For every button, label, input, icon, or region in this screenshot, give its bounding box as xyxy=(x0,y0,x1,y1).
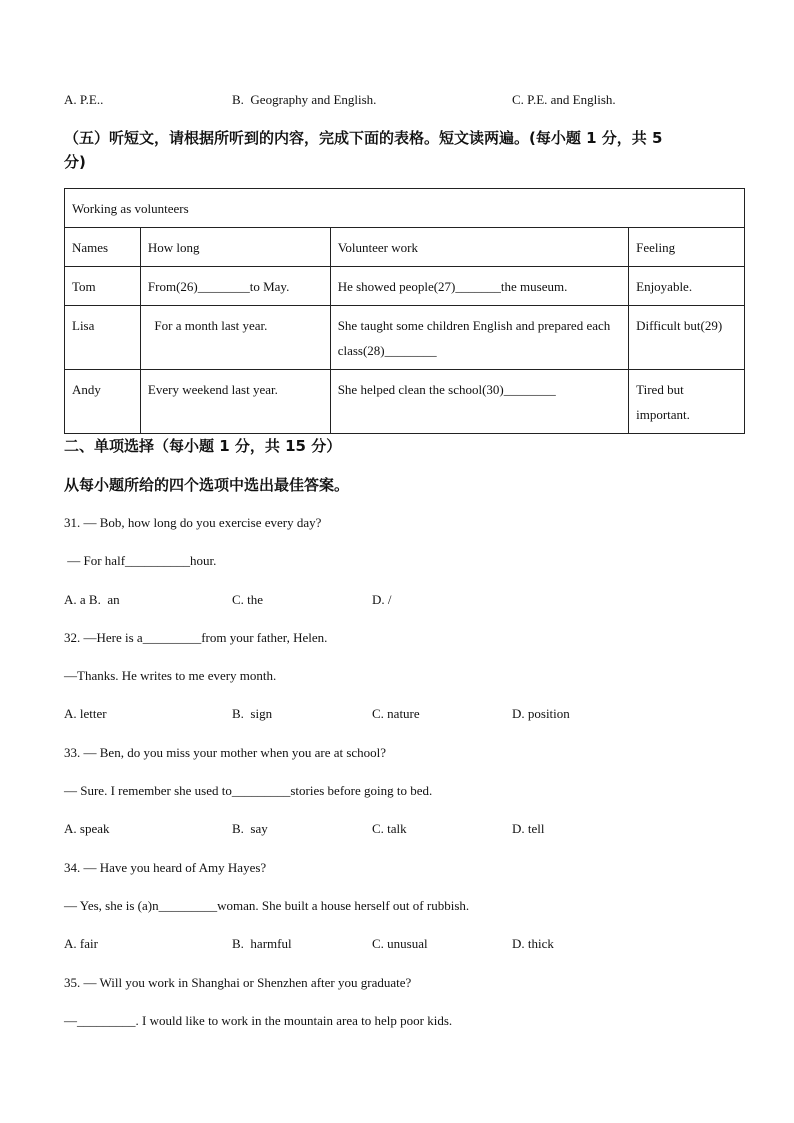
q34-answer: — Yes, she is (a)n_________woman. She built a house herself out of rubbish. xyxy=(64,898,470,913)
table-title: Working as volunteers xyxy=(65,189,745,228)
q32-option-d: D. position xyxy=(512,706,570,721)
q34-option-a: A. fair xyxy=(64,936,98,951)
cell-name: Tom xyxy=(65,267,141,306)
q32-option-a: A. letter xyxy=(64,706,107,721)
q33-option-a: A. speak xyxy=(64,821,110,836)
q30-option-c: C. P.E. and English. xyxy=(512,92,616,107)
q34-question: 34. — Have you heard of Amy Hayes? xyxy=(64,860,267,875)
q33-option-b: B. say xyxy=(232,821,268,836)
cell-feeling: Tired but important. xyxy=(629,370,745,434)
q30-option-b: B. Geography and English. xyxy=(232,92,377,107)
q33-answer: — Sure. I remember she used to_________stories before going to bed. xyxy=(64,783,433,798)
q34-option-d: D. thick xyxy=(512,936,554,951)
q34-option-b: B. harmful xyxy=(232,936,292,951)
q31-question: 31. — Bob, how long do you exercise every day? xyxy=(64,515,322,530)
q32-answer: —Thanks. He writes to me every month. xyxy=(64,668,277,683)
part2-heading: 二、单项选择（每小题 1 分，共 15 分） xyxy=(64,437,342,455)
part2-instruction: 从每小题所给的四个选项中选出最佳答案。 xyxy=(64,476,350,494)
section5-heading-line1: （五）听短文，请根据所听到的内容，完成下面的表格。短文读两遍。(每小题 1 分，共 5 xyxy=(64,129,663,147)
q32-option-c: C. nature xyxy=(372,706,420,721)
header-how-long: How long xyxy=(140,228,330,267)
q35-answer: —_________. I would like to work in the mountain area to help poor kids. xyxy=(64,1013,453,1028)
q31-option-c: C. the xyxy=(232,592,264,607)
table-row xyxy=(65,267,745,306)
cell-volunteer-work: She taught some children English and prepared each class(28)________ xyxy=(330,306,628,370)
header-volunteer-work: Volunteer work xyxy=(330,228,628,267)
table-header-row xyxy=(65,228,745,267)
cell-how-long: From(26)________to May. xyxy=(140,267,330,306)
cell-volunteer-work: He showed people(27)_______the museum. xyxy=(330,267,628,306)
q34-option-c: C. unusual xyxy=(372,936,428,951)
cell-volunteer-work: She helped clean the school(30)________ xyxy=(330,370,628,434)
q33-option-c: C. talk xyxy=(372,821,407,836)
q32-option-b: B. sign xyxy=(232,706,273,721)
header-names: Names xyxy=(65,228,141,267)
cell-name: Andy xyxy=(65,370,141,434)
cell-how-long: For a month last year. xyxy=(140,306,330,370)
q31-answer: — For half__________hour. xyxy=(64,553,217,568)
q35-question: 35. — Will you work in Shanghai or Shenzhen after you graduate? xyxy=(64,975,412,990)
q33-question: 33. — Ben, do you miss your mother when you are at school? xyxy=(64,745,387,760)
q33-option-d: D. tell xyxy=(512,821,545,836)
cell-name: Lisa xyxy=(65,306,141,370)
cell-feeling: Difficult but(29) xyxy=(629,306,745,370)
q31-option-d: D. / xyxy=(372,592,392,607)
section5-heading-line2: 分) xyxy=(64,153,86,171)
cell-how-long: Every weekend last year. xyxy=(140,370,330,434)
q32-question: 32. —Here is a_________from your father, Helen. xyxy=(64,630,328,645)
q31-option-ab: A. a B. an xyxy=(64,592,120,607)
table-row xyxy=(65,306,745,370)
q30-option-a: A. P.E.. xyxy=(64,92,104,107)
table-row xyxy=(65,370,745,434)
volunteers-table xyxy=(64,188,745,434)
header-feeling: Feeling xyxy=(629,228,745,267)
cell-feeling: Enjoyable. xyxy=(629,267,745,306)
